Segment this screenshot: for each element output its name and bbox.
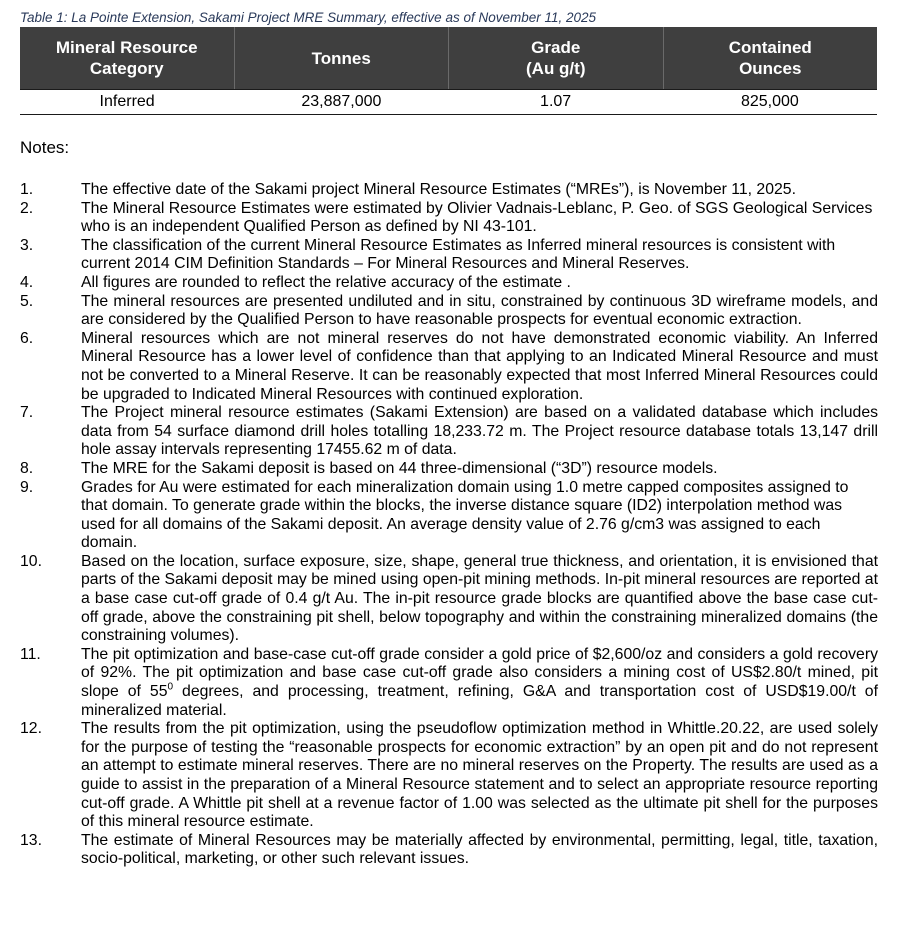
cell-contained-ounces: 825,000 xyxy=(740,93,799,110)
note-number: 13. xyxy=(20,831,42,849)
table-caption: Table 1: La Pointe Extension, Sakami Project MRE Summary, effective as of November 11, 2025 xyxy=(20,10,597,25)
note-text: All figures are rounded to reflect the relative accuracy of the estimate . xyxy=(81,273,571,291)
note-number: 1. xyxy=(20,181,34,198)
header-grade: Grade (Au g/t) xyxy=(449,27,664,89)
note-text: The MRE for the Sakami deposit is based on 44 three-dimensional (“3D”) resource models. xyxy=(81,459,718,477)
note-item xyxy=(20,293,878,330)
note-text: The classification of the current Mineral Resource Estimates as Inferred mineral resources is consistent with current 2014 CIM Definition Standards – For Mineral Resources and Mineral Reserves. xyxy=(81,236,836,273)
header-category: Mineral Resource Category xyxy=(20,27,235,89)
cell-category: Inferred xyxy=(99,93,155,110)
note-number: 6. xyxy=(20,329,34,347)
note-text: The effective date of the Sakami project Mineral Resource Estimates (“MREs”), is November 11, 2025. xyxy=(81,181,796,198)
note-number: 12. xyxy=(20,720,42,738)
note-number: 8. xyxy=(20,459,34,477)
note-item xyxy=(20,460,878,479)
note-item xyxy=(20,832,878,869)
note-item xyxy=(20,181,878,200)
table-header-row xyxy=(20,27,877,89)
note-number: 4. xyxy=(20,273,34,291)
note-item xyxy=(20,720,878,832)
note-text-part: The pit optimization and base-case cut-off grade consider a gold price of $2,600/oz and considers a gold recovery of 92%. The pit optimization and base case cut-off grade also considers a mining cost of US$2.80/t mined, pit slope of 55 xyxy=(81,645,878,701)
note-item xyxy=(20,237,878,274)
note-text-part: degrees, and processing, treatment, refining, G&A and transportation cost of USD$19.00/t of mineralized material. xyxy=(81,683,878,719)
note-text: The mineral resources are presented undiluted and in situ, constrained by continuous 3D wireframe models, and are considered by the Qualified Person to have reasonable prospects for eventual economic extraction. xyxy=(81,292,878,329)
note-item xyxy=(20,404,878,460)
note-text: The results from the pit optimization, using the pseudoflow optimization method in Whittle.20.22, are used solely for the purpose of testing the “reasonable prospects for economic extraction” by an open pit and do not represent an attempt to estimate mineral reserves. There are no mineral reserves on the Property. The results are used as a guide to assist in the preparation of a Mineral Resource statement and to select an appropriate resource reporting cut-off grade. A Whittle pit shell at a revenue factor of 1.00 was selected as the ultimate pit shell for the purposes of this mineral resource estimate. xyxy=(81,720,878,831)
note-item xyxy=(20,200,878,237)
note-text: Grades for Au were estimated for each mineralization domain using 1.0 metre capped composites assigned to that domain. To generate grade within the blocks, the inverse distance square (ID2) interpolation method was used for all domains of the Sakami deposit. An average density value of 2.76 g/cm3 was assigned to each domain. xyxy=(81,478,849,552)
note-number: 7. xyxy=(20,404,34,422)
note-number: 2. xyxy=(20,199,34,217)
note-text: Based on the location, surface exposure, size, shape, general true thickness, and orientation, it is envisioned that parts of the Sakami deposit may be mined using open-pit mining methods. In-pit mineral resources are reported at a base case cut-off grade of 0.4 g/t Au. The in-pit resource grade blocks are quantified above the base case cut-off grade, above the constraining pit shell, below topography and within the constraining mineralized domains (the constraining volumes). xyxy=(81,552,878,645)
note-text: The Project mineral resource estimates (Sakami Extension) are based on a validated database which includes data from 54 surface diamond drill holes totalling 18,233.72 m. The Project resource database totals 13,147 drill hole assay intervals representing 17455.62 m of data. xyxy=(81,404,878,459)
note-number: 11. xyxy=(20,645,41,663)
note-item xyxy=(20,553,878,646)
notes-list xyxy=(20,181,878,869)
note-number: 3. xyxy=(20,236,34,254)
note-text: The Mineral Resource Estimates were estimated by Olivier Vadnais-Leblanc, P. Geo. of SGS Geological Services who is an independent Qualified Person as defined by NI 43-101. xyxy=(81,199,873,236)
notes-heading: Notes: xyxy=(20,138,70,157)
note-number: 5. xyxy=(20,292,34,310)
note-text: The estimate of Mineral Resources may be materially affected by environmental, permitting, legal, title, taxation, socio-political, marketing, or other such relevant issues. xyxy=(81,831,878,868)
table-row xyxy=(20,89,877,115)
note-number: 9. xyxy=(20,478,34,496)
degree-superscript: 0 xyxy=(167,681,174,693)
note-text xyxy=(81,646,878,720)
note-item xyxy=(20,479,878,553)
note-number: 10. xyxy=(20,552,42,570)
cell-grade: 1.07 xyxy=(540,93,572,110)
note-item xyxy=(20,330,878,404)
note-item xyxy=(20,274,878,293)
note-item xyxy=(20,646,878,720)
header-tonnes: Tonnes xyxy=(235,27,450,89)
header-contained-ounces: Contained Ounces xyxy=(728,38,812,78)
cell-tonnes: 23,887,000 xyxy=(301,93,382,110)
note-text: Mineral resources which are not mineral reserves do not have demonstrated economic viability. An Inferred Mineral Resource has a lower level of confidence than that applying to an Indicated Mineral Resource and must not be converted to a Mineral Reserve. It can be reasonably expected that most Inferred Mineral Resources could be upgraded to Indicated Mineral Resources with continued exploration. xyxy=(81,329,878,403)
mre-summary-table xyxy=(20,27,877,115)
